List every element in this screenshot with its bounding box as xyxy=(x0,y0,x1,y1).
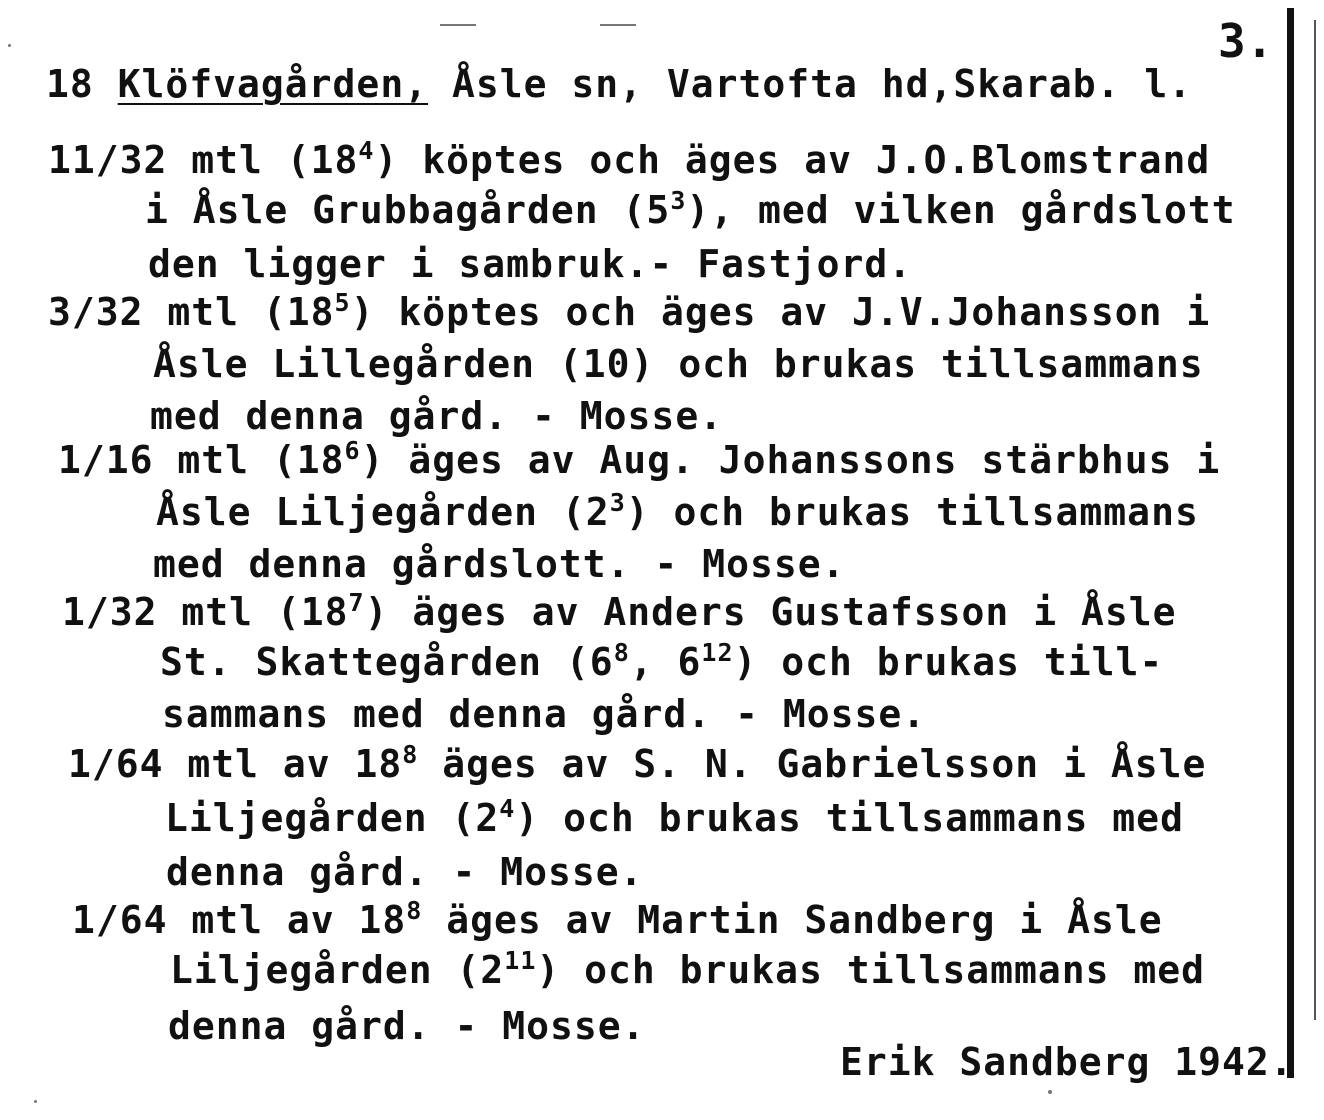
text-line-10: 1/32 mtl $(18^7)$ äges av Anders Gustafsson i Åsle xyxy=(62,588,1177,634)
heading-line xyxy=(46,62,1192,106)
signature-line: Erik Sandberg 1942. xyxy=(840,1040,1294,1084)
scan-speck xyxy=(600,24,636,26)
text-line-13: 1/64 mtl av $18^8$ äges av S. N. Gabrielsson i Åsle xyxy=(68,740,1207,786)
entry-number: 18 xyxy=(46,62,94,106)
text-line-18: denna gård. - Mosse. xyxy=(168,1004,646,1048)
text-line-15: denna gård. - Mosse. xyxy=(166,850,644,894)
text-line-6: med denna gård. - Mosse. xyxy=(150,394,724,438)
farm-location: Åsle sn, Vartofta hd,Skarab. l. xyxy=(428,62,1193,106)
text-line-4: 3/32 mtl $(18^5)$ köptes och äges av J.V.Johansson i xyxy=(48,288,1211,334)
scan-speck xyxy=(34,1100,37,1103)
text-line-1: 11/32 mtl $(18^4)$ köptes och äges av J.O.Blomstrand xyxy=(48,136,1211,182)
text-line-14: Liljegården $(2^4)$ och brukas tillsammans med xyxy=(165,794,1184,840)
text-line-8: Åsle Liljegården $(2^3)$ och brukas tillsammans xyxy=(156,488,1199,534)
card-edge-shadow xyxy=(1314,20,1316,1020)
text-line-5: Åsle Lillegården (10) och brukas tillsammans xyxy=(153,342,1204,386)
text-line-7: 1/16 mtl $(18^6)$ äges av Aug. Johanssons stärbhus i xyxy=(58,436,1221,482)
scan-speck xyxy=(8,44,11,47)
card-edge-line xyxy=(1287,8,1294,1078)
text-line-9: med denna gårdslott. - Mosse. xyxy=(153,542,846,586)
text-line-2: i Åsle Grubbagården $(5^3)$, med vilken gårdslott xyxy=(145,186,1236,232)
text-line-12: sammans med denna gård. - Mosse. xyxy=(162,692,927,736)
text-line-16: 1/64 mtl av $18^8$ äges av Martin Sandberg i Åsle xyxy=(72,896,1163,942)
scan-speck xyxy=(1048,1090,1052,1094)
farm-title: Klöfvagården, xyxy=(117,62,429,106)
text-line-17: Liljegården $(2^{11})$ och brukas tillsammans med xyxy=(170,946,1205,992)
scan-speck xyxy=(440,24,476,26)
text-line-3: den ligger i sambruk.- Fastjord. xyxy=(148,242,913,286)
text-line-11: St. Skattegården ($6^8$, $6^{12}$) och brukas till- xyxy=(160,638,1164,684)
corner-number: 3. xyxy=(1218,14,1274,68)
